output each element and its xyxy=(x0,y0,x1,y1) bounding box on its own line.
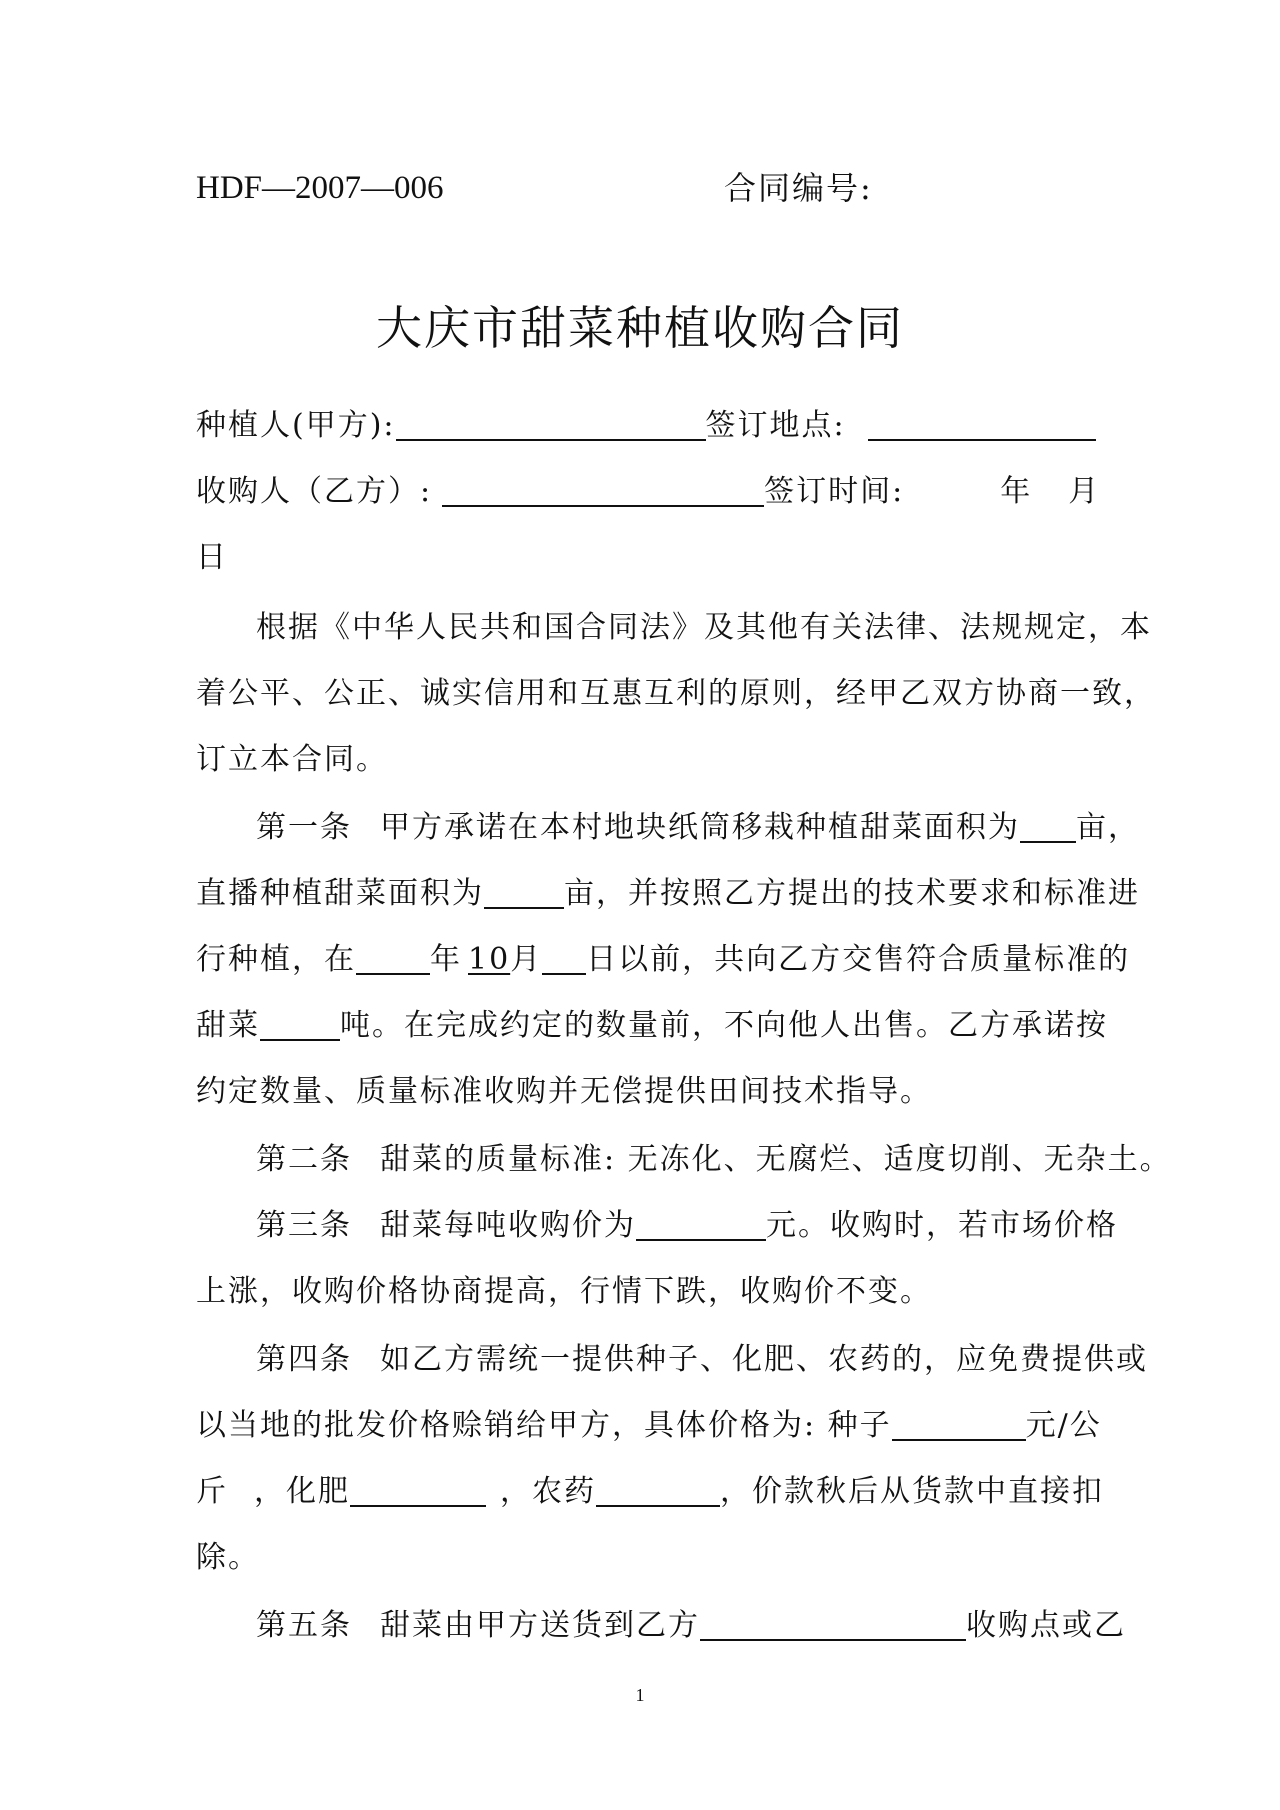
article-3-line-2: 上涨，收购价格协商提高，行情下跌，收购价不变。 xyxy=(196,1274,932,1309)
article-4-line-1: 第四条 如乙方需统一提供种子、化肥、农药的，应免费提供或 xyxy=(256,1342,1148,1377)
article-5-line-1: 第五条 甜菜由甲方送货到乙方 收购点或乙 xyxy=(256,1608,1126,1643)
sign-place-field[interactable] xyxy=(868,409,1096,441)
delivery-day-field[interactable] xyxy=(542,943,586,975)
article-5-label: 第五条 xyxy=(256,1608,352,1643)
pesticide-price-field[interactable] xyxy=(596,1475,720,1507)
intro-line-1: 根据《中华人民共和国合同法》及其他有关法律、法规规定，本 xyxy=(256,610,1152,645)
delivery-year-field[interactable] xyxy=(356,943,430,975)
article-3-label: 第三条 xyxy=(256,1208,352,1243)
buyer-line xyxy=(196,472,1100,512)
sign-place-label: 签订地点: xyxy=(705,408,846,443)
page-number: 1 xyxy=(635,1685,645,1705)
article-1-line-5: 约定数量、质量标准收购并无偿提供田间技术指导。 xyxy=(196,1074,932,1109)
article-3-line-1: 第三条 甜菜每吨收购价为 元。收购时，若市场价格 xyxy=(256,1208,1118,1243)
buyer-label: 收购人（乙方）: xyxy=(196,474,433,509)
article-4-label: 第四条 xyxy=(256,1342,352,1377)
price-per-ton-field[interactable] xyxy=(636,1209,766,1241)
sign-time-label: 签订时间: xyxy=(764,474,905,509)
article-4-line-3: 斤 ，化肥 ，农药 ，价款秋后从货款中直接扣 xyxy=(196,1474,1104,1509)
document-code: HDF—2007—006 xyxy=(196,170,444,206)
article-1-label: 第一条 xyxy=(256,810,352,845)
direct-seed-area-field[interactable] xyxy=(484,877,564,909)
fertilizer-price-field[interactable] xyxy=(350,1475,486,1507)
article-4-line-2: 以当地的批发价格赊销给甲方，具体价格为: 种子 元/公 xyxy=(196,1408,1102,1443)
article-2-label: 第二条 xyxy=(256,1142,352,1177)
transplant-area-field[interactable] xyxy=(1020,811,1076,843)
article-2-line-1: 第二条 甜菜的质量标准: 无冻化、无腐烂、适度切削、无杂土。 xyxy=(256,1142,1172,1177)
seed-price-field[interactable] xyxy=(892,1409,1026,1441)
month-label: 月 xyxy=(1068,474,1101,509)
intro-line-2: 着公平、公正、诚实信用和互惠互利的原则，经甲乙双方协商一致， xyxy=(196,676,1156,711)
contract-number-label: 合同编号: xyxy=(724,169,873,207)
page-title: 大庆市甜菜种植收购合同 xyxy=(376,301,904,355)
buyer-field[interactable] xyxy=(442,475,764,507)
planter-line xyxy=(196,406,1096,446)
article-1-line-2: 直播种植甜菜面积为 亩，并按照乙方提出的技术要求和标准进 xyxy=(196,876,1140,911)
article-1-line-3: 行种植，在 年 10月 日以前，共向乙方交售符合质量标准的 xyxy=(196,942,1131,977)
year-label: 年 xyxy=(1000,474,1033,509)
delivery-month-value: 10 xyxy=(468,942,511,977)
planter-label: 种植人(甲方): xyxy=(196,408,396,443)
day-line xyxy=(196,538,228,578)
intro-line-3: 订立本合同。 xyxy=(196,742,388,777)
article-4-line-4: 除。 xyxy=(196,1540,260,1575)
planter-field[interactable] xyxy=(396,409,706,441)
delivery-point-field[interactable] xyxy=(700,1609,966,1641)
day-label: 日 xyxy=(196,540,228,575)
article-1-line-1: 第一条 甲方承诺在本村地块纸筒移栽种植甜菜面积为 亩， xyxy=(256,810,1140,845)
tonnage-field[interactable] xyxy=(260,1009,340,1041)
article-1-line-4: 甜菜 吨。在完成约定的数量前，不向他人出售。乙方承诺按 xyxy=(196,1008,1108,1043)
